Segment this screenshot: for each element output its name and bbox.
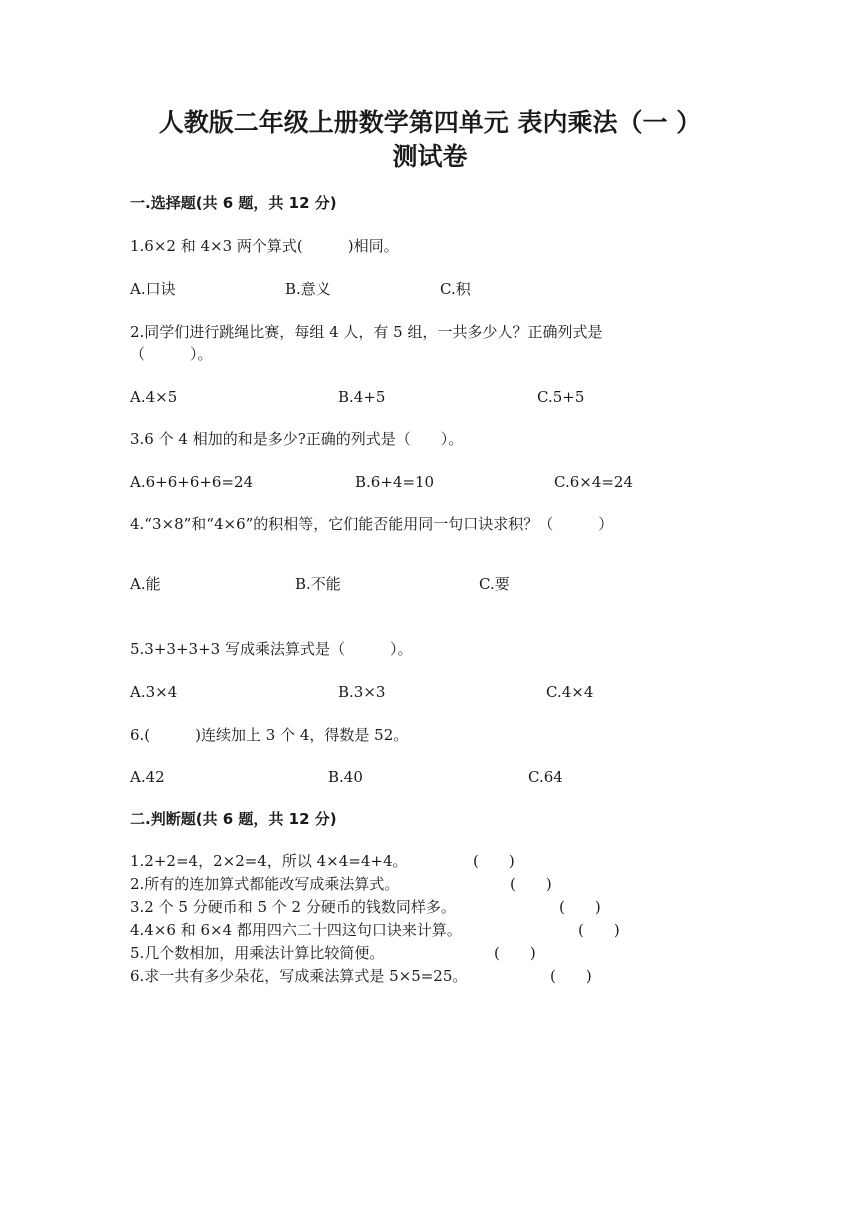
page-title-line1: 人教版二年级上册数学第四单元 表内乘法（一 ） [158, 108, 702, 137]
answer-blank: ( ) [494, 944, 536, 962]
option-a: A.4×5 [130, 388, 178, 406]
option-b: B.40 [328, 768, 363, 786]
answer-blank: ( ) [578, 921, 620, 939]
option-c: C.4×4 [546, 683, 594, 701]
answer-blank: ( ) [473, 852, 515, 870]
question-stem: 3.6 个 4 相加的和是多少?正确的列式是（ ）。 [130, 430, 464, 448]
option-b: B.不能 [295, 575, 341, 593]
option-a: A.口诀 [130, 280, 176, 298]
option-a: A.能 [130, 575, 161, 593]
answer-blank: ( ) [510, 875, 552, 893]
judgement-item: 4.4×6 和 6×4 都用四六二十四这句口诀来计算。 [130, 921, 462, 939]
option-c: C.6×4=24 [554, 473, 634, 491]
section-heading-judgement: 二.判断题(共 6 题，共 12 分) [130, 810, 337, 828]
option-c: C.积 [440, 280, 471, 298]
section-heading-choice: 一.选择题(共 6 题，共 12 分) [130, 194, 337, 212]
option-a: A.42 [130, 768, 165, 786]
answer-blank: ( ) [550, 967, 592, 985]
option-b: B.意义 [285, 280, 331, 298]
judgement-item: 2.所有的连加算式都能改写成乘法算式。 [130, 875, 400, 893]
question-stem-continued: （ ）。 [130, 345, 213, 363]
option-c: C.要 [479, 575, 510, 593]
judgement-item: 5.几个数相加，用乘法计算比较简便。 [130, 944, 385, 962]
judgement-item: 6.求一共有多少朵花，写成乘法算式是 5×5=25。 [130, 967, 468, 985]
question-stem: 6.( )连续加上 3 个 4，得数是 52。 [130, 726, 409, 744]
question-stem: 4.“3×8”和“4×6”的积相等，它们能否能用同一句口诀求积？（ ） [130, 515, 614, 533]
option-b: B.6+4=10 [355, 473, 435, 491]
page-title-line2: 测试卷 [392, 142, 468, 171]
option-b: B.4+5 [338, 388, 386, 406]
answer-blank: ( ) [559, 898, 601, 916]
option-a: A.3×4 [130, 683, 178, 701]
option-c: C.64 [528, 768, 563, 786]
question-stem: 1.6×2 和 4×3 两个算式( )相同。 [130, 237, 399, 255]
question-stem: 5.3+3+3+3 写成乘法算式是（ ）。 [130, 640, 413, 658]
option-a: A.6+6+6+6=24 [130, 473, 254, 491]
question-stem: 2.同学们进行跳绳比赛，每组 4 人，有 5 组，一共多少人？正确列式是 [130, 323, 603, 341]
option-c: C.5+5 [537, 388, 585, 406]
option-b: B.3×3 [338, 683, 386, 701]
judgement-item: 1.2+2=4，2×2=4，所以 4×4=4+4。 [130, 852, 408, 870]
judgement-item: 3.2 个 5 分硬币和 5 个 2 分硬币的钱数同样多。 [130, 898, 456, 916]
